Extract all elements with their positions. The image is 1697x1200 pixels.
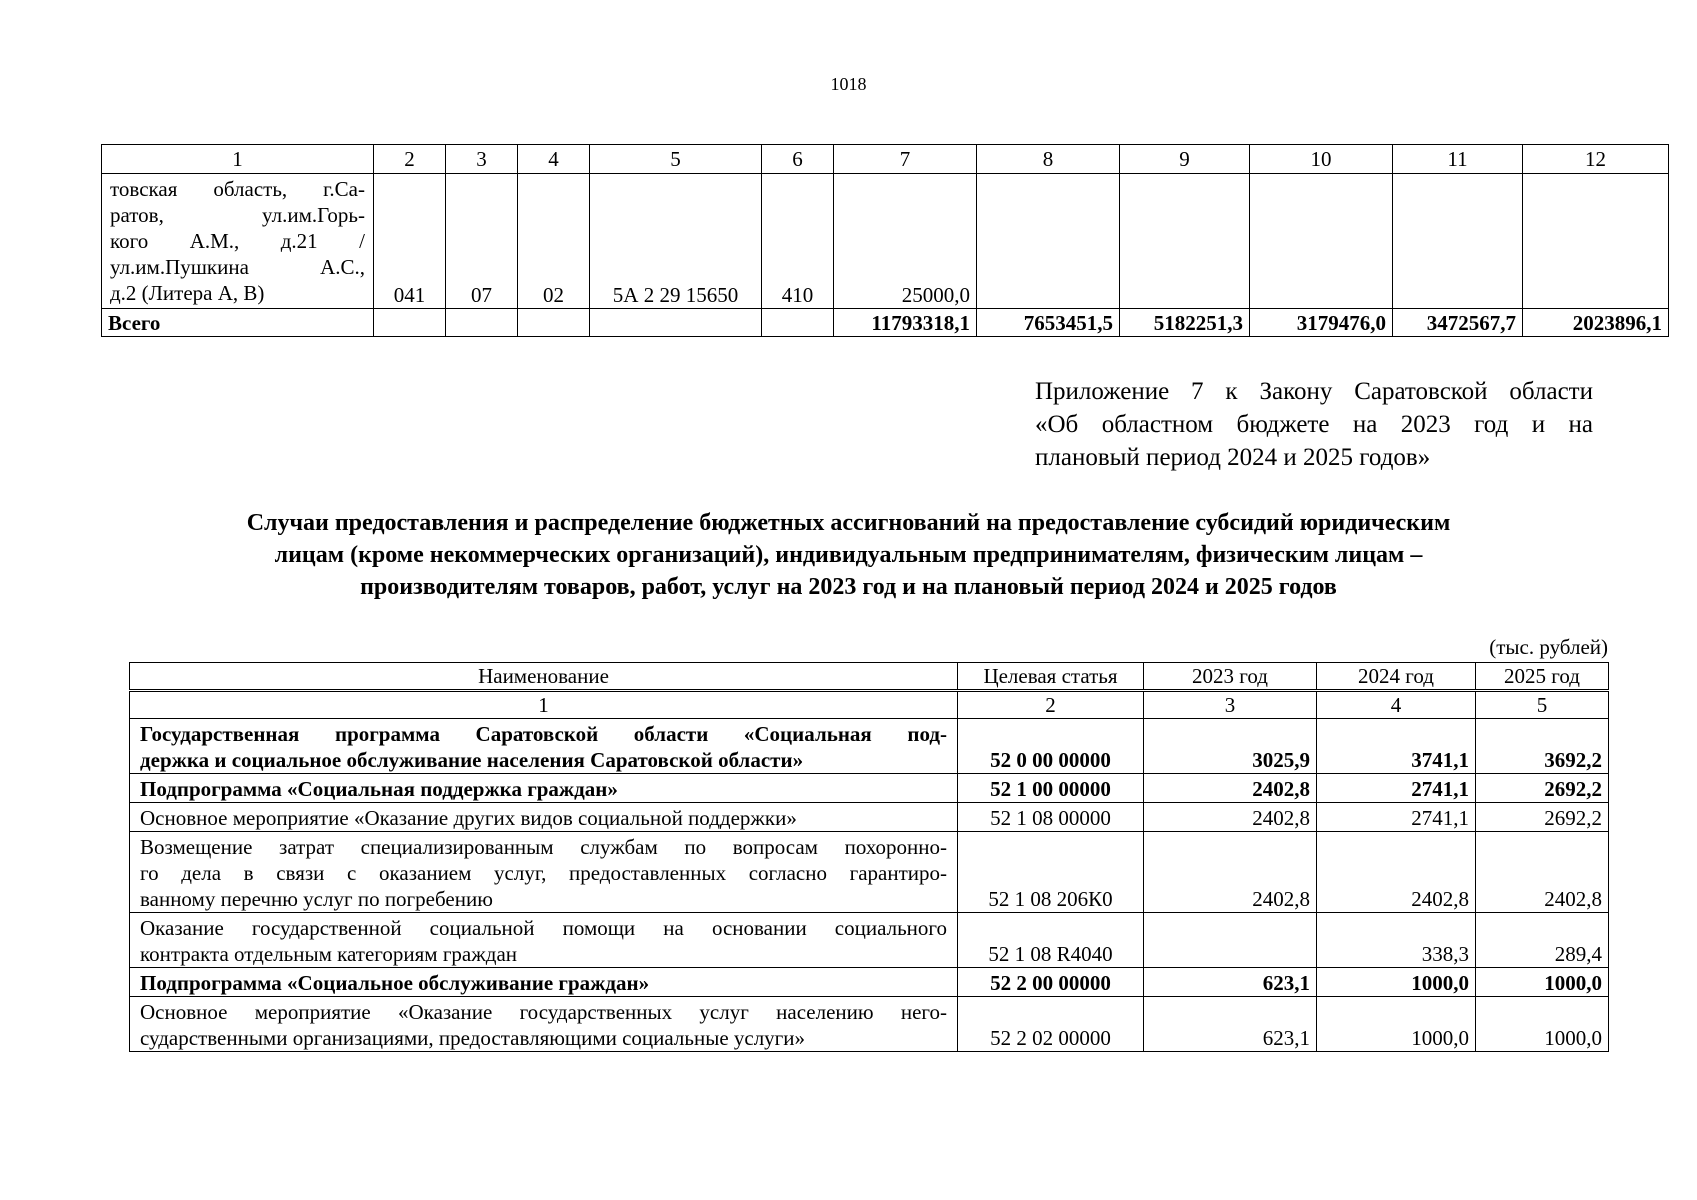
row-value-2023: 623,1: [1144, 997, 1317, 1052]
table1-header-cell: 3: [446, 145, 518, 174]
row-value-2025: 2402,8: [1476, 832, 1609, 913]
table1-cell: [1393, 174, 1523, 309]
table1-cell: [977, 174, 1120, 309]
address-line: товская область, г.Са-: [110, 177, 365, 201]
total-value: 11793318,1: [834, 309, 977, 337]
row-value-2023: 2402,8: [1144, 832, 1317, 913]
table1-cell: [374, 309, 446, 337]
table1-cell: 410: [762, 174, 834, 309]
row-value-2025: 3692,2: [1476, 719, 1609, 774]
row-name-line: держка и социальное обслуживание населения Саратовской области»: [140, 748, 804, 772]
table1-total-row: [102, 309, 1669, 337]
row-code: 52 1 08 R4040: [958, 913, 1144, 968]
row-value-2025: 1000,0: [1476, 997, 1609, 1052]
table1-data-row: [102, 174, 1669, 309]
column-header: 2023 год: [1144, 663, 1317, 691]
row-value-2025: 1000,0: [1476, 968, 1609, 997]
row-name-line: Подпрограмма «Социальная поддержка граждан»: [140, 777, 618, 801]
column-header: 2024 год: [1317, 663, 1476, 691]
table1-cell: [590, 309, 762, 337]
row-name: [130, 832, 958, 913]
row-name: [130, 803, 958, 832]
row-name-line: сударственными организациями, предоставляющими социальные услуги»: [140, 1026, 806, 1050]
row-name-line: Государственная программа Саратовской области «Социальная под-: [140, 722, 947, 746]
row-name-line: Возмещение затрат специализированным службам по вопросам похоронно-: [140, 835, 947, 859]
appendix-line: «Об областном бюджете на 2023 год и на: [1035, 411, 1593, 438]
table1-cell: 07: [446, 174, 518, 309]
column-number: 1: [130, 691, 958, 719]
title-line: лицам (кроме некоммерческих организаций), индивидуальным предпринимателям, физическим лицам –: [274, 542, 1423, 568]
column-header: 2025 год: [1476, 663, 1609, 691]
row-value-2023: 2402,8: [1144, 774, 1317, 803]
row-value-2023: 623,1: [1144, 968, 1317, 997]
table2-header-row: [130, 663, 1609, 691]
column-header: Целевая статья: [958, 663, 1144, 691]
row-name-line: ванному перечню услуг по погребению: [140, 887, 493, 911]
row-value-2024: 1000,0: [1317, 997, 1476, 1052]
table1-cell: [762, 309, 834, 337]
row-name: [130, 997, 958, 1052]
row-name-line: контракта отдельным категориям граждан: [140, 942, 518, 966]
row-code: 52 2 00 00000: [958, 968, 1144, 997]
row-code: 52 1 00 00000: [958, 774, 1144, 803]
table-row: [130, 774, 1609, 803]
table1-header-cell: 11: [1393, 145, 1523, 174]
table1-cell: 25000,0: [834, 174, 977, 309]
table1-cell: 5А 2 29 15650: [590, 174, 762, 309]
table1-header-cell: 1: [102, 145, 374, 174]
row-value-2025: 2692,2: [1476, 774, 1609, 803]
row-name: [130, 719, 958, 774]
total-value: 3472567,7: [1393, 309, 1523, 337]
address-line: ул.им.Пушкина А.С.,: [110, 255, 365, 279]
column-number: 2: [958, 691, 1144, 719]
subsidies-table: [129, 662, 1609, 1052]
table-row: [130, 913, 1609, 968]
row-value-2024: 3741,1: [1317, 719, 1476, 774]
row-code: 52 0 00 00000: [958, 719, 1144, 774]
total-label: Всего: [102, 309, 374, 337]
table-row: [130, 997, 1609, 1052]
address-line: д.2 (Литера А, В): [110, 281, 265, 305]
column-number: 5: [1476, 691, 1609, 719]
table1-header-cell: 9: [1120, 145, 1250, 174]
table1-header-cell: 4: [518, 145, 590, 174]
table1-cell: [518, 309, 590, 337]
budget-table-continuation: [101, 144, 1669, 337]
row-code: 52 1 08 206К0: [958, 832, 1144, 913]
table1-header-cell: 2: [374, 145, 446, 174]
row-name-line: Оказание государственной социальной помощи на основании социального: [140, 916, 947, 940]
table1-cell: [1250, 174, 1393, 309]
row-value-2025: 2692,2: [1476, 803, 1609, 832]
row-name-line: го дела в связи с оказанием услуг, предоставленных согласно гарантиро-: [140, 861, 947, 885]
page-number: 1018: [830, 74, 867, 94]
table1-header-cell: 12: [1523, 145, 1669, 174]
table1-cell: 041: [374, 174, 446, 309]
table-row: [130, 832, 1609, 913]
row-value-2024: 2741,1: [1317, 803, 1476, 832]
table1-header-cell: 7: [834, 145, 977, 174]
row-value-2024: 1000,0: [1317, 968, 1476, 997]
row-code: 52 2 02 00000: [958, 997, 1144, 1052]
column-number: 3: [1144, 691, 1317, 719]
row-name: [130, 968, 958, 997]
total-value: 2023896,1: [1523, 309, 1669, 337]
row-value-2024: 2741,1: [1317, 774, 1476, 803]
row-name-line: Основное мероприятие «Оказание других видов социальной поддержки»: [140, 806, 797, 830]
total-value: 3179476,0: [1250, 309, 1393, 337]
table1-header-cell: 10: [1250, 145, 1393, 174]
table1-header-cell: 6: [762, 145, 834, 174]
table1-cell: 02: [518, 174, 590, 309]
table1-header-row: [102, 145, 1669, 174]
row-name-line: Основное мероприятие «Оказание государственных услуг населению него-: [140, 1000, 947, 1024]
row-value-2023: [1144, 913, 1317, 968]
document-title: [160, 507, 1537, 603]
row-value-2023: 3025,9: [1144, 719, 1317, 774]
address-line: кого А.М., д.21 /: [110, 229, 365, 253]
row-name: [130, 913, 958, 968]
table2-number-row: [130, 691, 1609, 719]
row-code: 52 1 08 00000: [958, 803, 1144, 832]
appendix-line: Приложение 7 к Закону Саратовской области: [1035, 378, 1593, 405]
table-row: [130, 719, 1609, 774]
address-line: ратов, ул.им.Горь-: [110, 203, 365, 227]
table-row: [130, 803, 1609, 832]
row-value-2024: 338,3: [1317, 913, 1476, 968]
column-header: Наименование: [130, 663, 958, 691]
row-value-2024: 2402,8: [1317, 832, 1476, 913]
table1-header-cell: 8: [977, 145, 1120, 174]
total-value: 5182251,3: [1120, 309, 1250, 337]
table1-cell: [1120, 174, 1250, 309]
table-row: [130, 968, 1609, 997]
row-name-line: Подпрограмма «Социальное обслуживание граждан»: [140, 971, 650, 995]
table1-cell: [1523, 174, 1669, 309]
appendix-note: [1035, 375, 1593, 474]
table1-address-cell: [102, 174, 374, 309]
total-value: 7653451,5: [977, 309, 1120, 337]
title-line: Случаи предоставления и распределение бюджетных ассигнований на предоставление субсидий юридическим: [246, 510, 1451, 536]
appendix-line: плановый период 2024 и 2025 годов»: [1035, 444, 1431, 471]
table1-header-cell: 5: [590, 145, 762, 174]
row-value-2023: 2402,8: [1144, 803, 1317, 832]
units-label: (тыс. рублей): [1489, 635, 1608, 659]
title-line: производителям товаров, работ, услуг на 2023 год и на плановый период 2024 и 2025 годов: [360, 574, 1337, 600]
table1-cell: [446, 309, 518, 337]
column-number: 4: [1317, 691, 1476, 719]
row-name: [130, 774, 958, 803]
row-value-2025: 289,4: [1476, 913, 1609, 968]
